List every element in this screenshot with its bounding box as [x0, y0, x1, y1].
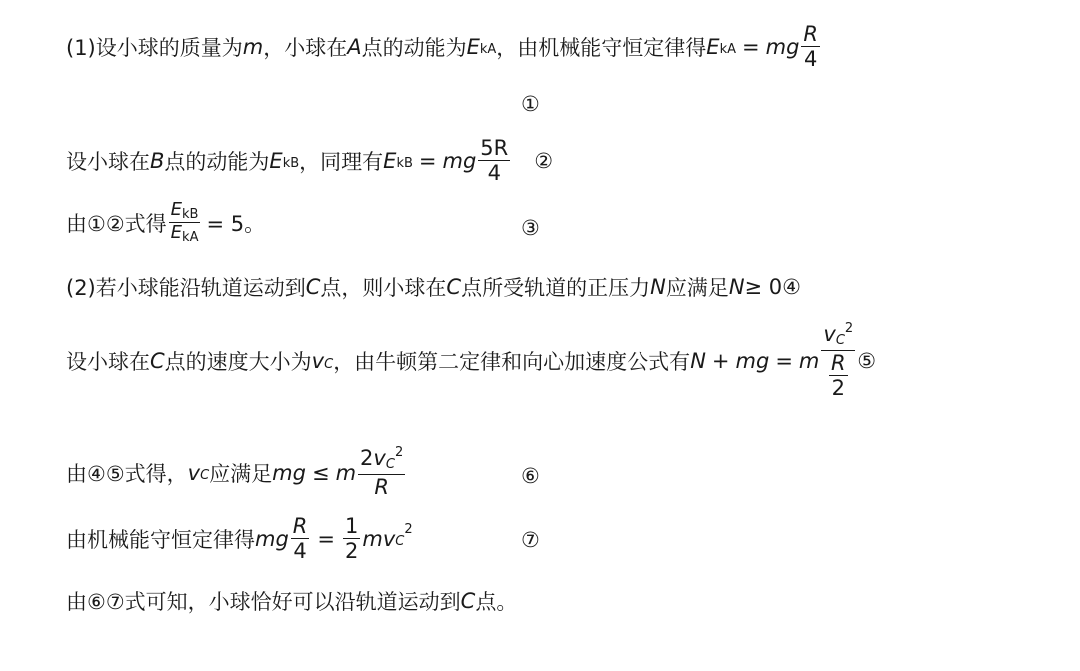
solution-line-5 [66, 322, 876, 400]
point-B: B [150, 148, 165, 173]
energy-subscript-lhs: kA [719, 42, 736, 57]
var-v: v [311, 349, 325, 373]
var-v-sub: C [200, 468, 210, 483]
line1-text4: ，由机械能守恒定律得 [496, 35, 707, 60]
line2-text3: ，同理有 [299, 149, 384, 174]
solution-line-7 [66, 514, 413, 563]
var-v-sup: 2 [404, 522, 413, 537]
var-m: m [798, 349, 820, 373]
var-m: m [242, 34, 264, 59]
energy-symbol: E [466, 34, 480, 59]
point-C-2: C [446, 275, 462, 299]
energy-subscript: kA [479, 42, 497, 57]
energy-subscript: kB [282, 156, 300, 171]
solution-line-1: (1)设小球的质量为 m ，小球在 A 点的动能为 E kA ，由机械能守恒定律得 E kA = mg $\frac{R}{4}$ [66, 22, 818, 71]
plus-sign: + [711, 349, 730, 373]
line1-text: (1)设小球的质量为 [66, 35, 243, 60]
solution-line-2: 设小球在 B 点的动能为 E kB ，同理有 E kB = mg $\frac{5R}{4}$ ② [66, 136, 554, 185]
line1-text2: ，小球在 [263, 35, 348, 60]
solution-line-8 [66, 586, 517, 616]
line3-text: 由①②式得 [66, 211, 167, 236]
var-v-sub: C [395, 534, 405, 549]
var-N: N [690, 349, 706, 373]
mg: mg [765, 34, 800, 59]
equation-marker-7: ⑦ [521, 528, 540, 552]
mg: mg [735, 349, 770, 373]
line4-text4: 应满足 [665, 276, 729, 300]
mv: mv [362, 526, 396, 551]
point-C: C [305, 275, 321, 299]
line4-text2: 点，则小球在 [320, 276, 447, 300]
line6-text2: 应满足 [209, 461, 273, 486]
solution-line-6 [66, 446, 407, 499]
mg: mg [442, 148, 477, 173]
line8-text: 由⑥⑦式可知，小球恰好可以沿轨道运动到 [66, 590, 461, 614]
equation-marker-1: ① [521, 92, 540, 116]
line4-text: (2)若小球能沿轨道运动到 [66, 276, 306, 300]
line4-text3: 点所受轨道的正压力 [461, 276, 651, 300]
solution-line-4 [66, 272, 801, 302]
equation-marker-6: ⑥ [521, 464, 540, 488]
line6-text: 由④⑤式得， [66, 461, 188, 486]
line8-text2: 点。 [475, 590, 518, 614]
line5-text2: 点的速度大小为 [164, 350, 312, 374]
var-m: m [335, 460, 357, 485]
fraction-1-over-2: $\frac{1}{2}$ [345, 514, 359, 563]
energy-subscript-lhs: kB [396, 156, 413, 171]
energy-symbol-lhs: E [706, 34, 720, 59]
point-C: C [150, 349, 165, 373]
energy-symbol-lhs: E [383, 148, 397, 173]
line5-text3: ，由牛顿第二定律和向心加速度公式有 [333, 350, 691, 374]
energy-symbol: E [269, 148, 283, 173]
equals-sign: = [317, 526, 335, 551]
point-C: C [460, 589, 476, 613]
equals-sign: = [775, 349, 793, 373]
fraction-vc2-over-R2: $\frac{vC^2}{\frac{R}{2}}$ [823, 321, 854, 400]
line2-text2: 点的动能为 [164, 149, 270, 174]
ratio-result: = 5。 [206, 211, 266, 236]
leq-sign: ≤ [311, 460, 330, 485]
equation-marker-3: ③ [521, 216, 540, 240]
fraction-R-over-4: $\frac{R}{4}$ [292, 514, 308, 563]
line2-text: 设小球在 [66, 149, 150, 174]
mg: mg [272, 460, 306, 485]
inequality-4: ≥ 0④ [744, 275, 801, 299]
point-A: A [347, 34, 362, 59]
equation-marker-5: ⑤ [857, 349, 877, 373]
var-N: N [650, 275, 666, 299]
line7-text: 由机械能守恒定律得 [66, 527, 255, 552]
solution-line-3 [66, 200, 265, 245]
equation-marker-2: ② [534, 148, 554, 173]
line1-text3: 点的动能为 [361, 35, 467, 60]
line5-text: 设小球在 [66, 350, 150, 374]
fraction-R-over-4: $\frac{R}{4}$ [803, 22, 818, 71]
var-v-sub: C [324, 356, 334, 372]
fraction-5R-over-4: $\frac{5R}{4}$ [480, 136, 509, 185]
mg: mg [255, 526, 289, 551]
fraction-2vc2-over-R: $\frac{2vC^2}{R}$ [360, 445, 404, 499]
var-v: v [187, 460, 201, 485]
var-N-2: N [728, 275, 745, 299]
fraction-EkB-over-EkA: $\frac{\text{EkB}}{\text{EkA}}$ [170, 199, 199, 245]
